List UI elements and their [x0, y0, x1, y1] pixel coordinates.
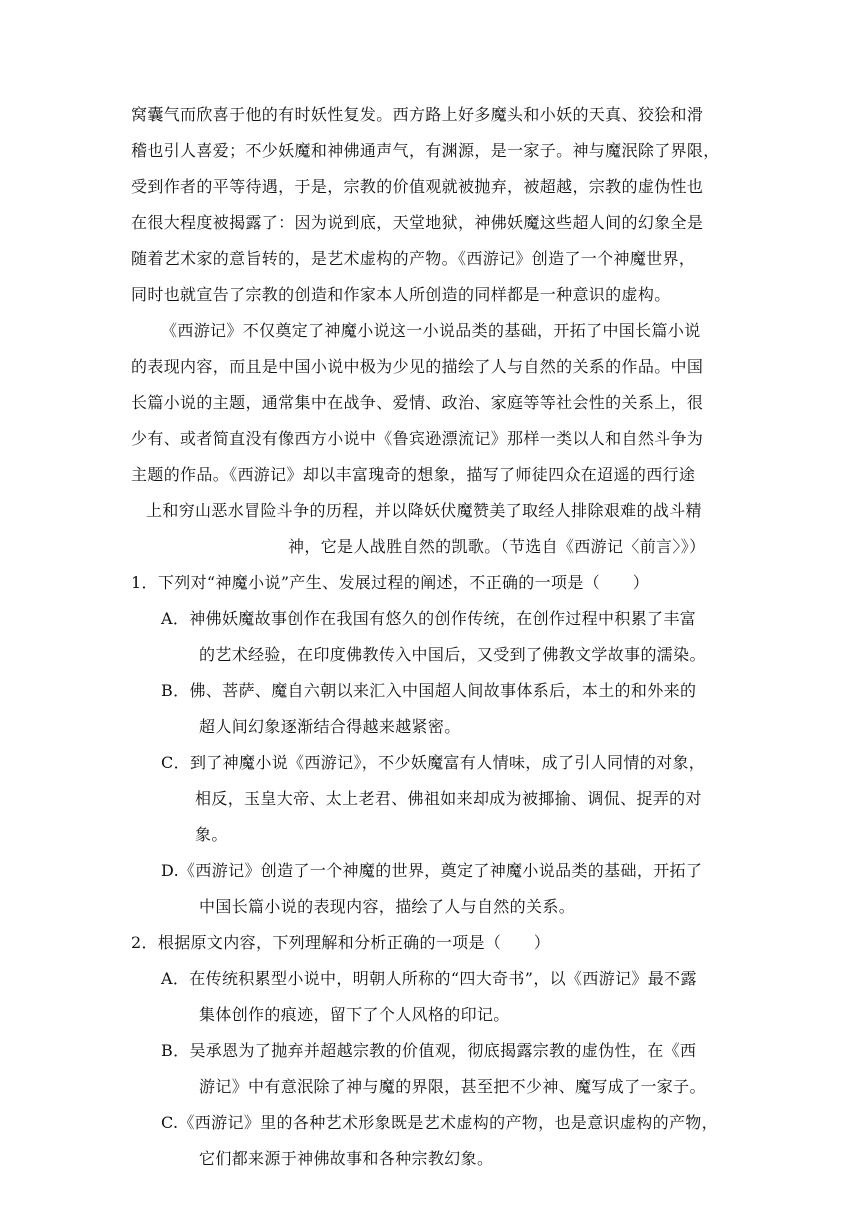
option-line: C.《西游记》里的各种艺术形象既是艺术虚构的产物，也是意识虚构的产物， [161, 1113, 719, 1132]
option-line: 超人间幻象逐渐结合得越来越紧密。 [199, 717, 461, 736]
passage-line: 少有、或者简直没有像西方小说中《鲁宾逊漂流记》那样一类以人和自然斗争为 [131, 429, 704, 448]
option-line: B．吴承恩为了抛弃并超越宗教的价值观，彻底揭露宗教的虚伪性，在《西 [161, 1041, 697, 1060]
passage-line: 长篇小说的主题，通常集中在战争、爱情、政治、家庭等等社会性的关系上，很 [131, 393, 704, 412]
passage-line: 随着艺术家的意旨转的，是艺术虚构的产物。《西游记》创造了一个神魔世界， [131, 249, 696, 268]
passage-line: 主题的作品。《西游记》却以丰富瑰奇的想象，描写了师徒四众在迢遥的西行途 [131, 465, 696, 484]
passage-source-line: 神，它是人战胜自然的凯歌。（节选自《西游记〈前言〉》） [288, 537, 706, 556]
option-line: D.《西游记》创造了一个神魔的世界，奠定了神魔小说品类的基础，开拓了 [161, 861, 703, 880]
passage-line: 的表现内容，而且是中国小说中极为少见的描绘了人与自然的关系的作品。中国 [131, 357, 704, 376]
question-stem: 1．下列对“神魔小说”产生、发展过程的阐述，不正确的一项是（ ） [131, 573, 650, 592]
option-line: 游记》中有意泯除了神与魔的界限，甚至把不少神、魔写成了一家子。 [199, 1077, 706, 1096]
passage-line: 受到作者的平等待遇，于是，宗教的价值观就被抛弃，被超越，宗教的虚伪性也 [131, 177, 704, 196]
option-line: C．到了神魔小说《西游记》，不少妖魔富有人情味，成了引人同情的对象， [161, 753, 706, 772]
option-line: B．佛、菩萨、魔自六朝以来汇入中国超人间故事体系后，本土的和外来的 [161, 681, 697, 700]
option-line: 中国长篇小说的表现内容，描绘了人与自然的关系。 [199, 897, 576, 916]
passage-line: 同时也就宣告了宗教的创造和作家本人所创造的同样都是一种意识的虚构。 [131, 285, 671, 304]
passage-line: 稽也引人喜爱；不少妖魔和神佛通声气，有渊源，是一家子。神与魔泯除了界限， [131, 141, 720, 160]
passage-line: 《西游记》不仅奠定了神魔小说这一小说品类的基础，开拓了中国长篇小说 [161, 321, 701, 340]
option-line: A．在传统积累型小说中，明朝人所称的“四大奇书”，以《西游记》最不露 [161, 969, 697, 988]
option-line: 的艺术经验，在印度佛教传入中国后，又受到了佛教文学故事的濡染。 [199, 645, 706, 664]
option-line: 集体创作的痕迹，留下了个人风格的印记。 [199, 1005, 510, 1024]
option-line: 它们都来源于神佛故事和各种宗教幻象。 [199, 1149, 494, 1168]
passage-line: 在很大程度被揭露了：因为说到底，天堂地狱，神佛妖魔这些超人间的幻象全是 [131, 213, 704, 232]
option-line: 象。 [195, 825, 228, 844]
question-stem: 2．根据原文内容，下列理解和分析正确的一项是（ ） [131, 933, 551, 952]
passage-line: 窝囊气而欣喜于他的有时妖性复发。西方路上好多魔头和小妖的天真、狡狯和滑 [131, 105, 704, 124]
option-line: A．神佛妖魔故事创作在我国有悠久的创作传统，在创作过程中积累了丰富 [161, 609, 697, 628]
passage-line: 上和穷山恶水冒险斗争的历程，并以降妖伏魔赞美了取经人排除艰难的战斗精 [146, 501, 702, 520]
option-line: 相反，玉皇大帝、太上老君、佛祖如来却成为被揶揄、调侃、捉弄的对 [195, 789, 702, 808]
